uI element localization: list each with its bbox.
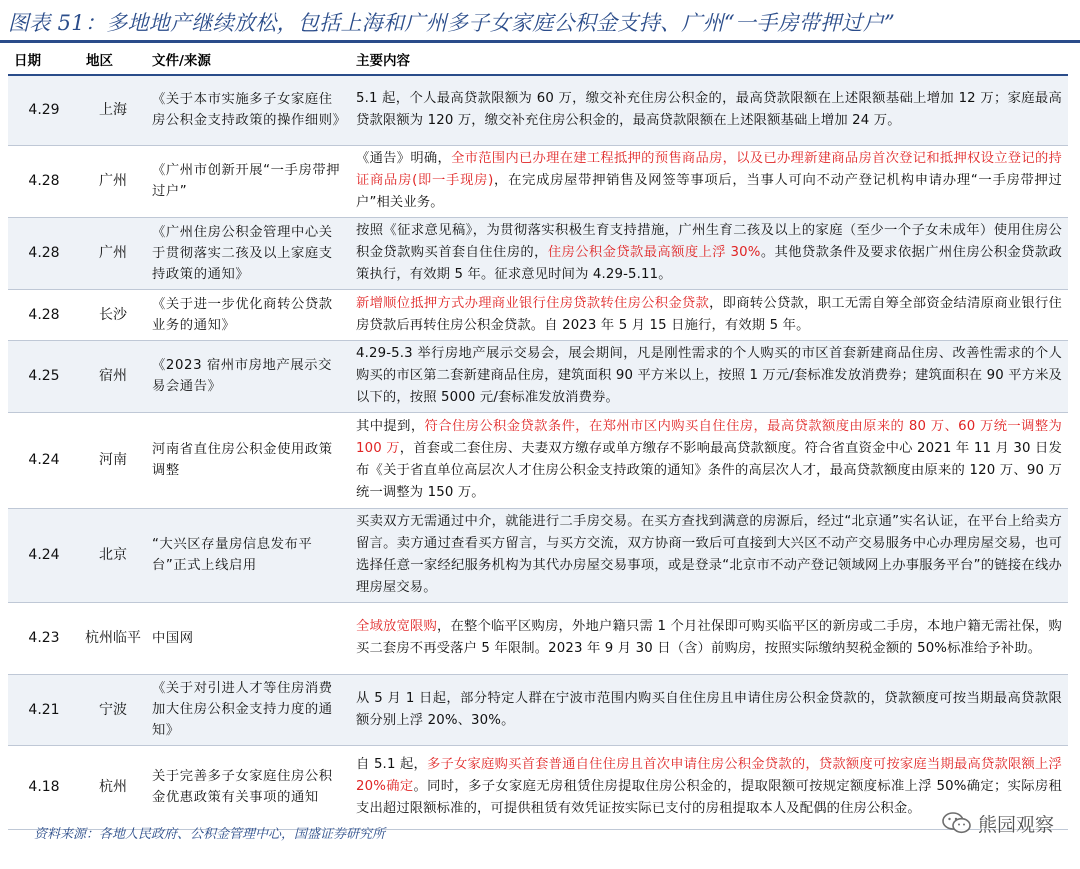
content-text: ，在完成房屋带押销售及网签等事项后，当事人可向不动产登记机构申请办理“一手房带押过户”相关业务。 (356, 173, 1062, 210)
table-header-row (8, 44, 1068, 75)
cell-source: 中国网 (146, 602, 350, 674)
cell-content (350, 508, 1068, 602)
cell-source: 《广州住房公积金管理中心关于贯彻落实二孩及以上家庭支持政策的通知》 (146, 217, 350, 289)
cell-source: 关于完善多子女家庭住房公积金优惠政策有关事项的通知 (146, 745, 350, 829)
watermark (942, 806, 1054, 840)
header-date: 日期 (8, 44, 80, 75)
cell-source: “大兴区存量房信息发布平台”正式上线启用 (146, 508, 350, 602)
cell-region: 长沙 (80, 289, 146, 340)
content-text: 其中提到， (356, 419, 425, 434)
cell-region: 杭州临平 (80, 602, 146, 674)
highlighted-text: 全市范围内已办理在建工程抵押的预售商品房，以及已办理新建商品房首次登记和抵押权设立登记的持证商品房(即一手现房) (356, 151, 1062, 188)
content-text: ，在整个临平区购房，外地户籍只需 1 个月社保即可购买临平区的新房或二手房，本地户籍无需社保，购买二套房不再受落户 5 年限制。2023 年 9 月 30 日（含）前购房，按照实际缴纳契税金额的 50%标准给予补助。 (356, 619, 1062, 656)
content-text: 买卖双方无需通过中介，就能进行二手房交易。在买方查找到满意的房源后，经过“北京通”实名认证，在平台上给卖方留言。卖方通过查看买方留言，与买方交流，双方协商一致后可直接到大兴区不动产交易服务中心办理房屋交易，也可选择任意一家经纪服务机构为其代办房屋交易事项，或是登录“北京市不动产登记领域网上办事服务平台”的链接在线办理房屋交易。 (356, 514, 1062, 595)
content-text: ，即商转公贷款，职工无需自筹全部资金结清原商业银行住房贷款后再转住房公积金贷款。自 2023 年 5 月 15 日施行，有效期 5 年。 (356, 295, 1062, 333)
cell-region: 上海 (80, 75, 146, 145)
wechat-icon (942, 811, 972, 835)
cell-date: 4.28 (8, 145, 80, 217)
table-row (8, 674, 1068, 745)
cell-date: 4.24 (8, 412, 80, 508)
table-row (8, 508, 1068, 602)
highlighted-text: 多子女家庭购买首套普通自住住房且首次申请住房公积金贷款的，贷款额度可按家庭当期最高贷款限额上浮 20%确定 (356, 757, 1062, 794)
content-text: 5.1 起，个人最高贷款限额为 60 万，缴交补充住房公积金的，最高贷款限额在上述限额基础上增加 12 万；家庭最高贷款限额为 120 万，缴交补充住房公积金的，最高贷款限额在上述限额基础上增加 24 万。 (356, 91, 1062, 129)
table-row (8, 412, 1068, 508)
cell-source: 《关于对引进人才等住房消费加大住房公积金支持力度的通知》 (146, 674, 350, 745)
cell-date: 4.28 (8, 217, 80, 289)
cell-region: 宁波 (80, 674, 146, 745)
table-row (8, 340, 1068, 412)
cell-date: 4.18 (8, 745, 80, 829)
cell-source: 《关于本市实施多子女家庭住房公积金支持政策的操作细则》 (146, 75, 350, 145)
policy-table (8, 44, 1068, 830)
cell-date: 4.23 (8, 602, 80, 674)
figure-title: 图表 51：多地地产继续放松，包括上海和广州多子女家庭公积金支持、广州“一手房带押过户” (8, 11, 896, 35)
cell-content (350, 674, 1068, 745)
cell-content (350, 340, 1068, 412)
cell-content (350, 602, 1068, 674)
cell-content (350, 145, 1068, 217)
cell-region: 广州 (80, 145, 146, 217)
content-text: ，首套或二套住房、夫妻双方缴存或单方缴存不影响最高贷款额度。符合省直资金中心 2021 年 11 月 30 日发布《关于省直单位高层次人才住房公积金支持政策的通知》条件的高层次人才，最高贷款额度由原来的 120 万、90 万统一调整为 150 万。 (356, 441, 1062, 500)
cell-date: 4.29 (8, 75, 80, 145)
cell-region: 广州 (80, 217, 146, 289)
cell-content (350, 412, 1068, 508)
content-text: 4.29-5.3 举行房地产展示交易会，展会期间，凡是刚性需求的个人购买的市区首套新建商品住房、改善性需求的个人购买的市区第二套新建商品住房，建筑面积 90 平方米以上，按照 1 万元/套标准发放消费券；建筑面积在 90 平方米及以下的，按照 5000 元/套标准发放消费券。 (356, 346, 1062, 405)
cell-source: 河南省直住房公积金使用政策调整 (146, 412, 350, 508)
cell-region: 河南 (80, 412, 146, 508)
cell-region: 北京 (80, 508, 146, 602)
cell-content (350, 217, 1068, 289)
source-note: 资料来源：各地人民政府、公积金管理中心，国盛证券研究所 (34, 827, 386, 842)
content-text: 。同时，多子女家庭无房租赁住房提取住房公积金的，提取限额可按规定额度标准上浮 50%确定；实际房租支出超过限额标准的，可提供租赁有效凭证按实际已支付的房租提取本人及配偶的住房公积金。 (356, 779, 1062, 816)
cell-source: 《2023 宿州市房地产展示交易会通告》 (146, 340, 350, 412)
cell-date: 4.25 (8, 340, 80, 412)
table-row (8, 289, 1068, 340)
table-row (8, 217, 1068, 289)
table-row (8, 602, 1068, 674)
content-text: 。其他贷款条件及要求依据广州住房公积金贷款政策执行，有效期 5 年。征求意见时间为 4.29-5.11。 (356, 245, 1062, 282)
cell-source: 《广州市创新开展“一手房带押过户” (146, 145, 350, 217)
table-row (8, 745, 1068, 829)
highlighted-text: 新增顺位抵押方式办理商业银行住房贷款转住房公积金贷款 (356, 295, 710, 311)
highlighted-text: 符合住房公积金贷款条件，在郑州市区内购买自住住房，最高贷款额度由原来的 80 万、60 万统一调整为 100 万 (356, 419, 1062, 456)
header-content: 主要内容 (350, 44, 1068, 75)
cell-region: 宿州 (80, 340, 146, 412)
content-text: 按照《征求意见稿》，为贯彻落实积极生育支持措施，广州生育二孩及以上的家庭（至少一个子女未成年）使用住房公积金贷款购买首套自住住房的， (356, 223, 1062, 260)
cell-source: 《关于进一步优化商转公贷款业务的通知》 (146, 289, 350, 340)
content-text: 自 5.1 起， (356, 757, 428, 772)
cell-date: 4.28 (8, 289, 80, 340)
cell-region: 杭州 (80, 745, 146, 829)
title-rule (0, 40, 1080, 43)
watermark-text: 熊园观察 (977, 813, 1054, 836)
content-text: 《通告》明确， (356, 151, 452, 166)
header-region: 地区 (80, 44, 146, 75)
cell-date: 4.21 (8, 674, 80, 745)
cell-content (350, 289, 1068, 340)
header-source: 文件/来源 (146, 44, 350, 75)
table-row (8, 145, 1068, 217)
highlighted-text: 全域放宽限购 (356, 619, 438, 634)
highlighted-text: 住房公积金贷款最高额度上浮 30% (547, 245, 761, 260)
table-row (8, 75, 1068, 145)
cell-date: 4.24 (8, 508, 80, 602)
content-text: 从 5 月 1 日起，部分特定人群在宁波市范围内购买自住住房且申请住房公积金贷款的，贷款额度可按当期最高贷款限额分别上浮 20%、30%。 (356, 690, 1062, 728)
cell-content (350, 75, 1068, 145)
